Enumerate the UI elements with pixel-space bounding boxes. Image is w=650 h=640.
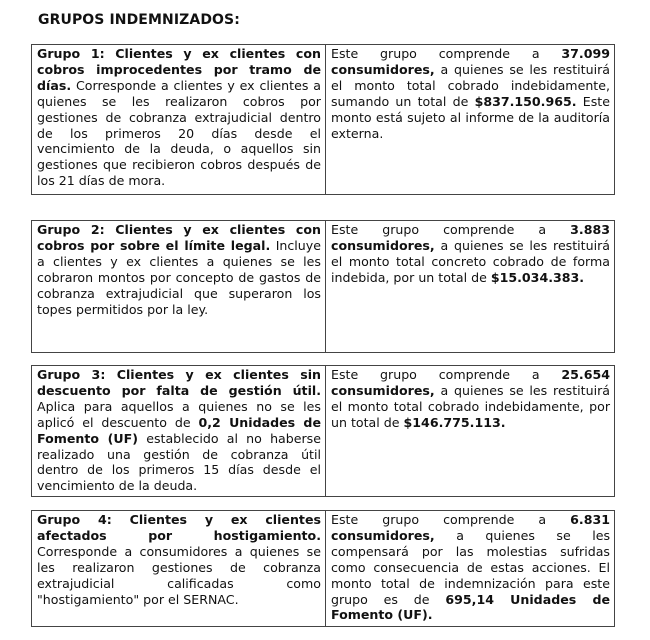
group-1-amount: $837.150.965. bbox=[474, 93, 577, 109]
group-3-uf-amount: 0,2 Unidades de Fomento (UF) bbox=[37, 414, 321, 446]
group-2-criteria bbox=[32, 221, 326, 353]
group-2-description: Incluye a clientes y ex clientes a quienes se les cobraron montos por concepto de gastos de cobranza extrajudicial que superaron los topes permitidos por la ley. bbox=[37, 237, 321, 317]
group-3-criteria bbox=[32, 366, 326, 497]
group-3-table bbox=[31, 365, 615, 497]
group-3-text-body: a quienes se les restituirá el monto total cobrado indebidamente, por un total de bbox=[331, 382, 610, 430]
group-3-count: 25.654 consumidores, bbox=[331, 367, 610, 398]
group-4-compensation bbox=[326, 511, 615, 627]
table-row bbox=[32, 366, 615, 497]
group-1-compensation bbox=[326, 45, 615, 195]
table-row bbox=[32, 511, 615, 627]
group-3-text-intro: Este grupo comprende a bbox=[331, 367, 540, 382]
group-2-text-body: a quienes se les restituirá el monto total concreto cobrado de forma indebida, por un total de bbox=[331, 237, 610, 285]
group-2-table bbox=[31, 220, 615, 353]
group-1-title: Grupo 1: Clientes y ex clientes con cobros improcedentes por tramo de días. bbox=[37, 46, 321, 93]
group-3-title: Grupo 3: Clientes y ex clientes sin descuento por falta de gestión útil. bbox=[37, 367, 321, 398]
group-1-table bbox=[31, 44, 615, 195]
group-4-amount: 695,14 Unidades de Fomento (UF). bbox=[331, 591, 610, 623]
table-row bbox=[32, 221, 615, 353]
group-3-amount: $146.775.113. bbox=[403, 414, 506, 430]
group-2-count: 3.883 consumidores, bbox=[331, 222, 610, 253]
group-3-compensation bbox=[326, 366, 615, 497]
table-row bbox=[32, 45, 615, 195]
group-1-text-note: Este monto está sujeto al informe de la auditoría externa. bbox=[331, 93, 610, 141]
group-4-criteria bbox=[32, 511, 326, 627]
section-heading: GRUPOS INDEMNIZADOS: bbox=[38, 12, 240, 28]
group-2-compensation bbox=[326, 221, 615, 353]
group-1-description: Corresponde a clientes y ex clientes a quienes se les realizaron cobros por gestiones de cobranza extrajudicial dentro de los primeros 20 días desde el vencimiento de la deuda, o aquellos sin gestiones que recibieron cobros después de los 21 días de mora. bbox=[37, 77, 321, 189]
group-4-description: Corresponde a consumidores a quienes se les realizaron gestiones de cobranza extrajudicial calificadas como "hostigamiento" por el SERNAC. bbox=[37, 543, 321, 607]
group-4-title: Grupo 4: Clientes y ex clientes afectados por hostigamiento. bbox=[37, 512, 321, 543]
group-4-count: 6.831 consumidores, bbox=[331, 512, 610, 543]
group-2-title: Grupo 2: Clientes y ex clientes con cobros por sobre el límite legal. bbox=[37, 222, 321, 253]
group-3-description-end: establecido al no haberse realizado una gestión de cobranza útil dentro de los primeros 15 días desde el vencimiento de la deuda. bbox=[37, 430, 321, 494]
group-1-count: 37.099 consumidores, bbox=[331, 46, 610, 77]
group-1-text-intro: Este grupo comprende a bbox=[331, 46, 540, 61]
group-4-text-intro: Este grupo comprende a bbox=[331, 512, 547, 527]
group-2-text-intro: Este grupo comprende a bbox=[331, 222, 547, 237]
group-4-text-body: a quienes se les compensará por las molestias sufridas como consecuencia de estas acciones. El monto total de indemnización para este grupo es de bbox=[331, 527, 610, 607]
group-4-table bbox=[31, 510, 615, 627]
group-3-description-start: Aplica para aquellos a quienes no se les aplicó el descuento de bbox=[37, 398, 321, 430]
group-2-amount: $15.034.383. bbox=[490, 269, 585, 285]
group-1-text-body: a quienes se les restituirá el monto total cobrado indebidamente, sumando un total de bbox=[331, 61, 610, 109]
group-1-criteria bbox=[32, 45, 326, 195]
